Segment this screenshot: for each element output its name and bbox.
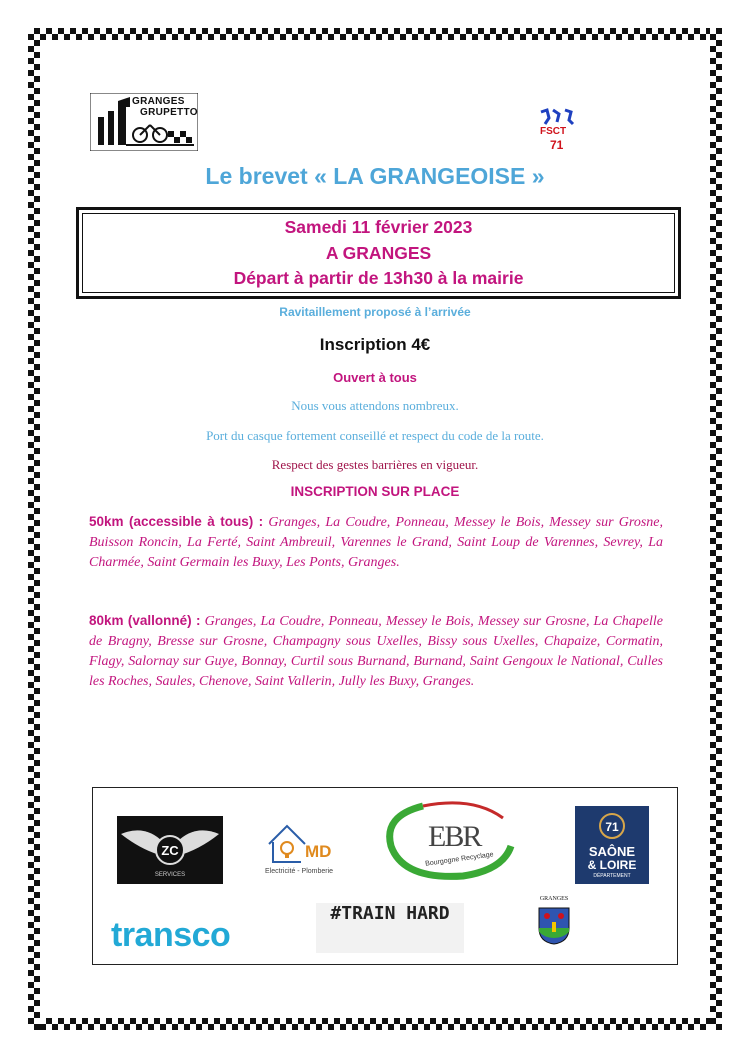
sponsors-box (92, 787, 678, 965)
fsct-figures-icon (537, 108, 577, 128)
open-to-all: Ouvert à tous (333, 370, 417, 385)
granges-arms-text: GRANGES (539, 896, 569, 902)
event-date: Samedi 11 février 2023 (284, 217, 473, 237)
md-subtitle: Electricité - Plomberie (265, 868, 334, 875)
granges-coat-of-arms (533, 896, 575, 946)
route-50km-label: 50km (accessible à tous) : (89, 514, 264, 529)
train-hard-logo: #TRAIN HARD (316, 903, 464, 953)
md-text: MD (305, 842, 332, 861)
saone-line3: DÉPARTEMENT (593, 873, 631, 879)
saone-line1: SAÔNE (588, 844, 636, 859)
svg-text:SERVICES: SERVICES (154, 872, 186, 878)
fsct-text: FSCT (540, 126, 567, 137)
barrier-gestures-note: Respect des gestes barrières en vigueur. (271, 457, 479, 472)
shield-icon (533, 904, 575, 946)
transco-logo: transco (111, 916, 231, 954)
page-title: Le brevet « LA GRANGEOISE » (205, 163, 545, 189)
ebr-text: EBR (428, 820, 481, 853)
route-50km (89, 513, 663, 573)
route-80km-label: 80km (vallonné) : (89, 613, 201, 628)
route-50km-towns: Granges, La Coudre, Ponneau, Messey le Bois, Messey sur Grosne, Buisson Roncin, La Ferté, Saint Ambreuil, Varennes le Grand, Saint Loup de Varennes, Sevrey, La Charmée, Saint Germain les Buxy, Les Ponts, Granges. (89, 515, 664, 570)
department-badge-icon (575, 806, 649, 842)
route-80km (89, 612, 663, 692)
svg-text:71: 71 (605, 820, 619, 834)
fsct-number: 71 (550, 138, 564, 152)
welcome-note: Nous vous attendons nombreux. (291, 398, 459, 413)
saone-line2: & LOIRE (587, 858, 637, 872)
helmet-note: Port du casque fortement conseillé et respect du code de la route. (206, 428, 544, 443)
route-80km-towns: Granges, La Coudre, Ponneau, Messey le Bois, Messey sur Grosne, La Chapelle de Bragny, Bresse sur Grosne, Champagny sous Uxelles, Bissy sous Uxelles, Chapaize, Cormatin, Flagy, Salornay sur Guye, Bonnay, Curtil sous Burnand, Burnand, Saint Gengoux le National, Culles les Roches, Saules, Chenove, Saint Vallerin, Jully les Buxy, Granges. (89, 614, 664, 689)
winged-emblem-icon (117, 816, 223, 884)
ebr-subtitle: Bourgogne Recyclage (424, 851, 495, 868)
grupetto-line1: GRANGES (132, 96, 185, 107)
svg-text:ZC: ZC (161, 843, 179, 858)
zc-services-logo (117, 816, 223, 884)
md-electricite-logo (265, 818, 347, 880)
checkered-border-top (28, 28, 722, 40)
on-site-registration: INSCRIPTION SUR PLACE (290, 484, 460, 499)
granges-grupetto-logo (90, 93, 198, 151)
fsct-logo (537, 108, 577, 154)
inscription-price: Inscription 4€ (319, 335, 431, 354)
checkered-border-bottom (28, 1018, 722, 1030)
event-location: A GRANGES (325, 243, 432, 263)
grupetto-line2: GRUPETTO (140, 107, 198, 118)
event-start: Départ à partir de 13h30 à la mairie (233, 268, 524, 288)
saone-et-loire-logo (575, 806, 649, 884)
ravitaillement-note: Ravitaillement proposé à l’arrivée (279, 305, 471, 319)
date-box-text (76, 207, 681, 299)
ebr-bourgogne-recyclage-logo (383, 796, 518, 884)
